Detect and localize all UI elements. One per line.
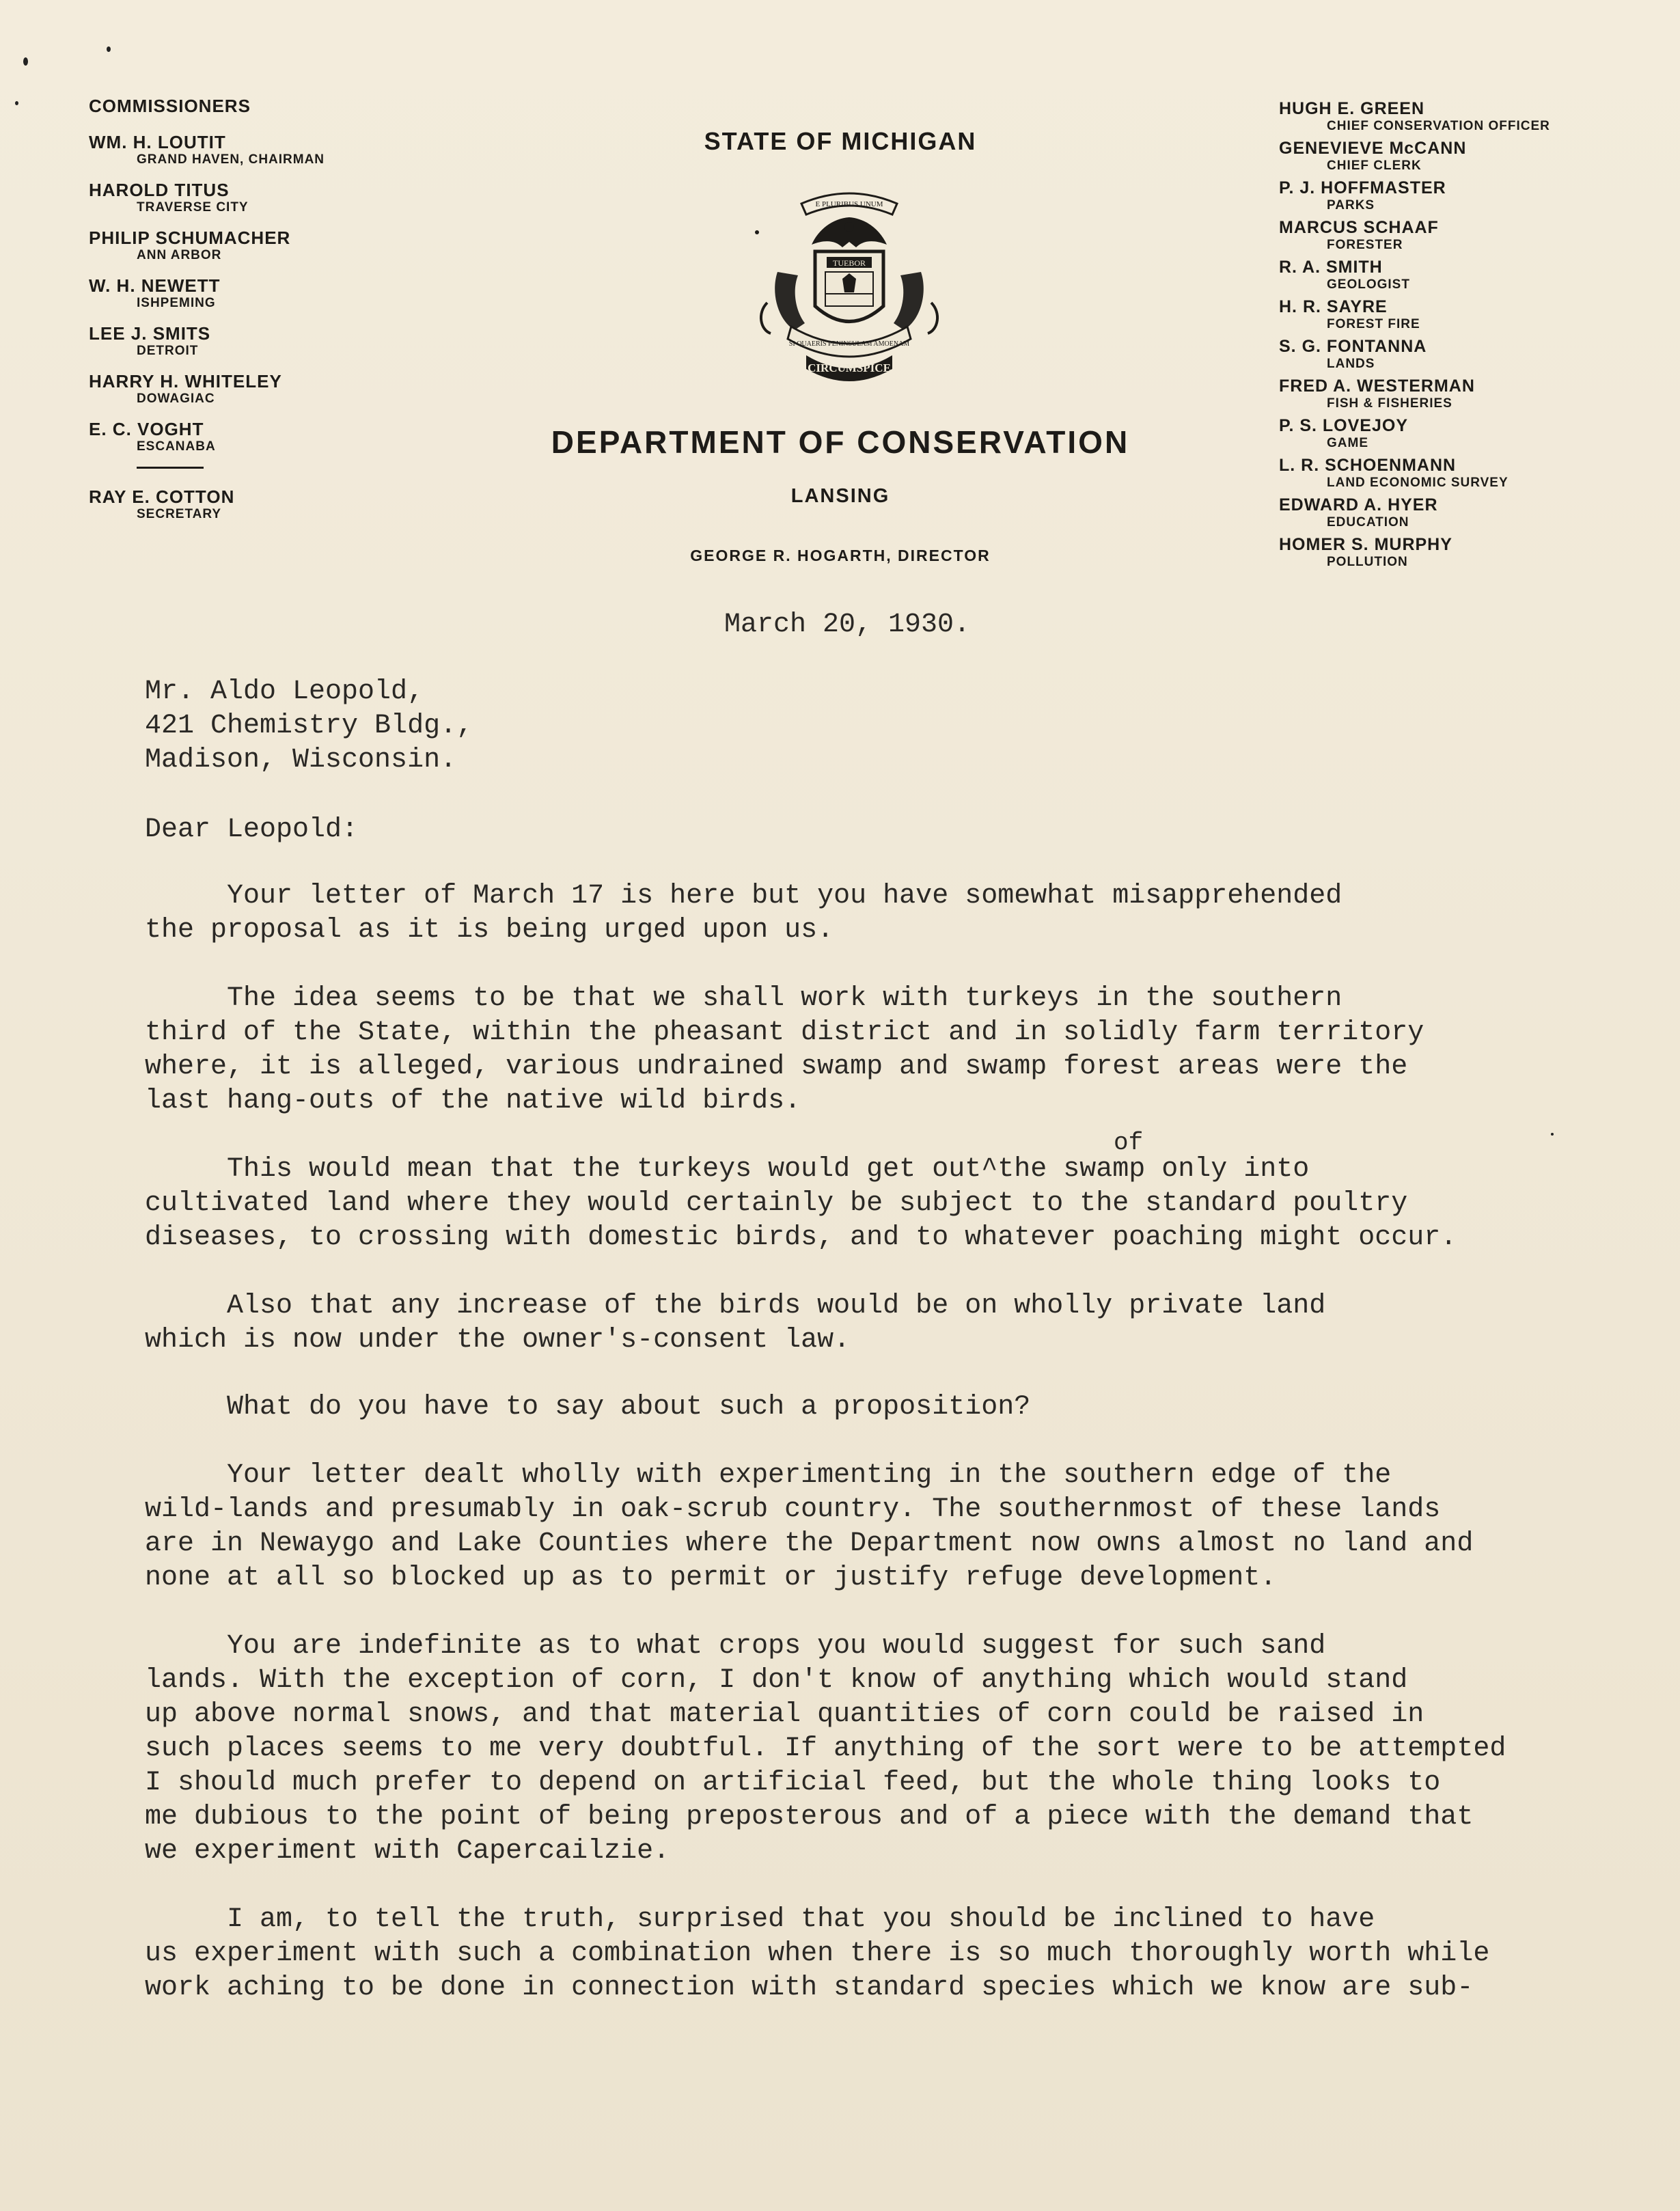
staff-role: FORESTER (1327, 238, 1403, 252)
staff-entry (1279, 258, 1662, 292)
letter-line: Also that any increase of the birds would be on wholly private land (145, 1291, 1326, 1321)
department-title: DEPARTMENT OF CONSERVATION (551, 424, 1130, 460)
staff-role: CHIEF CLERK (1327, 159, 1422, 173)
commissioner-entry (89, 180, 403, 215)
letter-paragraph (145, 1153, 1457, 1255)
letter-paragraph (145, 1903, 1489, 2005)
letter-line: third of the State, within the pheasant district and in solidly farm territory (145, 1017, 1424, 1048)
staff-entry (1279, 416, 1662, 451)
letter-line: This would mean that the turkeys would get out^the swamp only into (145, 1154, 1310, 1185)
letter-paragraph (145, 1630, 1506, 1869)
staff-name: EDWARD A. HYER (1279, 495, 1438, 514)
staff-name: P. J. HOFFMASTER (1279, 178, 1446, 197)
commissioner-name: W. H. NEWETT (89, 275, 221, 296)
staff-entry (1279, 376, 1662, 411)
seal-bottom-text: CIRCUMSPICE (808, 361, 891, 374)
address-line: Madison, Wisconsin. (145, 745, 457, 775)
staff-entry (1279, 139, 1662, 174)
staff-entry (1279, 178, 1662, 213)
letter-line: are in Newaygo and Lake Counties where the Department now owns almost no land and (145, 1528, 1474, 1559)
commissioner-location: GRAND HAVEN, CHAIRMAN (137, 152, 325, 167)
staff-name: P. S. LOVEJOY (1279, 416, 1409, 435)
staff-role: GAME (1327, 436, 1368, 450)
letter-paragraph (145, 1289, 1325, 1358)
commissioner-location: ISHPEMING (137, 296, 216, 310)
staff-name: S. G. FONTANNA (1279, 337, 1427, 356)
commissioners-heading: COMMISSIONERS (89, 96, 251, 116)
commissioners-list (89, 96, 403, 534)
address-line: Mr. Aldo Leopold, (145, 676, 424, 707)
commissioner-entry (89, 132, 403, 167)
letter-line: I should much prefer to depend on artificial feed, but the whole thing looks to (145, 1768, 1441, 1798)
staff-entry (1279, 297, 1662, 332)
staff-name: MARCUS SCHAAF (1279, 218, 1439, 237)
letter-line: cultivated land where they would certainly be subject to the standard poultry (145, 1188, 1408, 1219)
commissioner-name: HAROLD TITUS (89, 180, 230, 200)
letter-line: work aching to be done in connection with standard species which we know are sub- (145, 1973, 1474, 2003)
letter-paragraph (145, 982, 1424, 1118)
staff-role: FOREST FIRE (1327, 317, 1420, 331)
commissioner-location: DOWAGIAC (137, 392, 215, 406)
staff-entry (1279, 218, 1662, 253)
staff-role: POLLUTION (1327, 555, 1408, 569)
staff-entry (1279, 456, 1662, 491)
letter-line: lands. With the exception of corn, I don't know of anything which would stand (145, 1665, 1408, 1696)
letter-paragraph (145, 879, 1342, 948)
staff-role: PARKS (1327, 198, 1375, 212)
commissioner-location: ANN ARBOR (137, 248, 222, 262)
commissioner-location: ESCANABA (137, 439, 216, 454)
staff-list (1279, 99, 1662, 575)
staff-name: HUGH E. GREEN (1279, 99, 1425, 118)
staff-name: R. A. SMITH (1279, 258, 1383, 277)
staff-role: EDUCATION (1327, 515, 1409, 530)
michigan-seal-icon (730, 176, 969, 388)
staff-entry (1279, 535, 1662, 570)
divider-rule (137, 467, 204, 469)
commissioner-entry (89, 228, 403, 263)
commissioner-entry (89, 419, 403, 454)
letter-line: Your letter dealt wholly with experimenting in the southern edge of the (145, 1460, 1392, 1491)
letter-line: where, it is alleged, various undrained swamp and swamp forest areas were the (145, 1052, 1408, 1082)
staff-name: HOMER S. MURPHY (1279, 535, 1452, 554)
seal-banner-text: E PLURIBUS UNUM (815, 200, 883, 208)
letter-line: The idea seems to be that we shall work with turkeys in the southern (145, 983, 1342, 1014)
letter-line: What do you have to say about such a proposition? (145, 1392, 1031, 1423)
state-title: STATE OF MICHIGAN (704, 127, 977, 155)
staff-role: FISH & FISHERIES (1327, 396, 1452, 411)
letter-line: us experiment with such a combination when there is so much thoroughly worth while (145, 1938, 1490, 1969)
staff-entry (1279, 99, 1662, 134)
staff-name: L. R. SCHOENMANN (1279, 456, 1457, 475)
commissioner-entry (89, 371, 403, 407)
letter-line: which is now under the owner's-consent law. (145, 1325, 851, 1356)
staff-role: GEOLOGIST (1327, 277, 1410, 292)
staff-entry (1279, 337, 1662, 372)
letter-line: up above normal snows, and that material quantities of corn could be raised in (145, 1699, 1424, 1730)
letter-line: last hang-outs of the native wild birds. (145, 1086, 801, 1116)
letter-line: we experiment with Capercailzie. (145, 1836, 670, 1867)
letter-line: such places seems to me very doubtful. If anything of the sort were to be attempted (145, 1733, 1506, 1764)
letter-paragraph (145, 1390, 1030, 1425)
staff-name: FRED A. WESTERMAN (1279, 376, 1475, 396)
secretary-title: SECRETARY (137, 507, 222, 521)
letter-line: the proposal as it is being urged upon us. (145, 915, 834, 946)
commissioner-entry (89, 275, 403, 311)
letter-line: diseases, to crossing with domestic birds, and to whatever poaching might occur. (145, 1222, 1457, 1253)
letter-line: You are indefinite as to what crops you would suggest for such sand (145, 1631, 1326, 1662)
staff-role: LANDS (1327, 357, 1375, 371)
seal-motto-text: SI QUAERIS PENINSULAM AMOENAM (788, 340, 910, 348)
letter-line: none at all so blocked up as to permit or justify refuge development. (145, 1563, 1277, 1593)
director-label: GEORGE R. HOGARTH, DIRECTOR (690, 547, 991, 564)
commissioner-location: DETROIT (137, 344, 199, 358)
letter-line: I am, to tell the truth, surprised that you should be inclined to have (145, 1904, 1375, 1935)
commissioner-name: LEE J. SMITS (89, 323, 211, 344)
letter-paragraph (145, 1459, 1473, 1595)
letter-date: March 20, 1930. (724, 609, 971, 640)
letter-line: wild-lands and presumably in oak-scrub country. The southernmost of these lands (145, 1494, 1441, 1525)
letter-line: me dubious to the point of being preposterous and of a piece with the demand that (145, 1802, 1474, 1832)
commissioner-name: WM. H. LOUTIT (89, 132, 226, 152)
staff-name: GENEVIEVE McCANN (1279, 139, 1467, 158)
commissioner-entry (89, 323, 403, 359)
commissioner-name: HARRY H. WHITELEY (89, 371, 282, 392)
secretary-entry (89, 486, 403, 522)
staff-role: CHIEF CONSERVATION OFFICER (1327, 119, 1550, 133)
staff-name: H. R. SAYRE (1279, 297, 1388, 316)
recipient-address (145, 675, 473, 778)
commissioner-name: E. C. VOGHT (89, 419, 204, 439)
seal-shield-text: TUEBOR (833, 258, 866, 268)
city-label: LANSING (790, 485, 890, 507)
staff-entry (1279, 495, 1662, 530)
secretary-name: RAY E. COTTON (89, 486, 235, 507)
address-line: 421 Chemistry Bldg., (145, 711, 473, 741)
staff-role: LAND ECONOMIC SURVEY (1327, 476, 1509, 490)
salutation: Dear Leopold: (145, 814, 359, 845)
letter-line: Your letter of March 17 is here but you have somewhat misapprehended (145, 881, 1342, 911)
commissioner-location: TRAVERSE CITY (137, 200, 249, 215)
commissioner-name: PHILIP SCHUMACHER (89, 228, 291, 248)
handwritten-insertion: of (1114, 1129, 1144, 1157)
